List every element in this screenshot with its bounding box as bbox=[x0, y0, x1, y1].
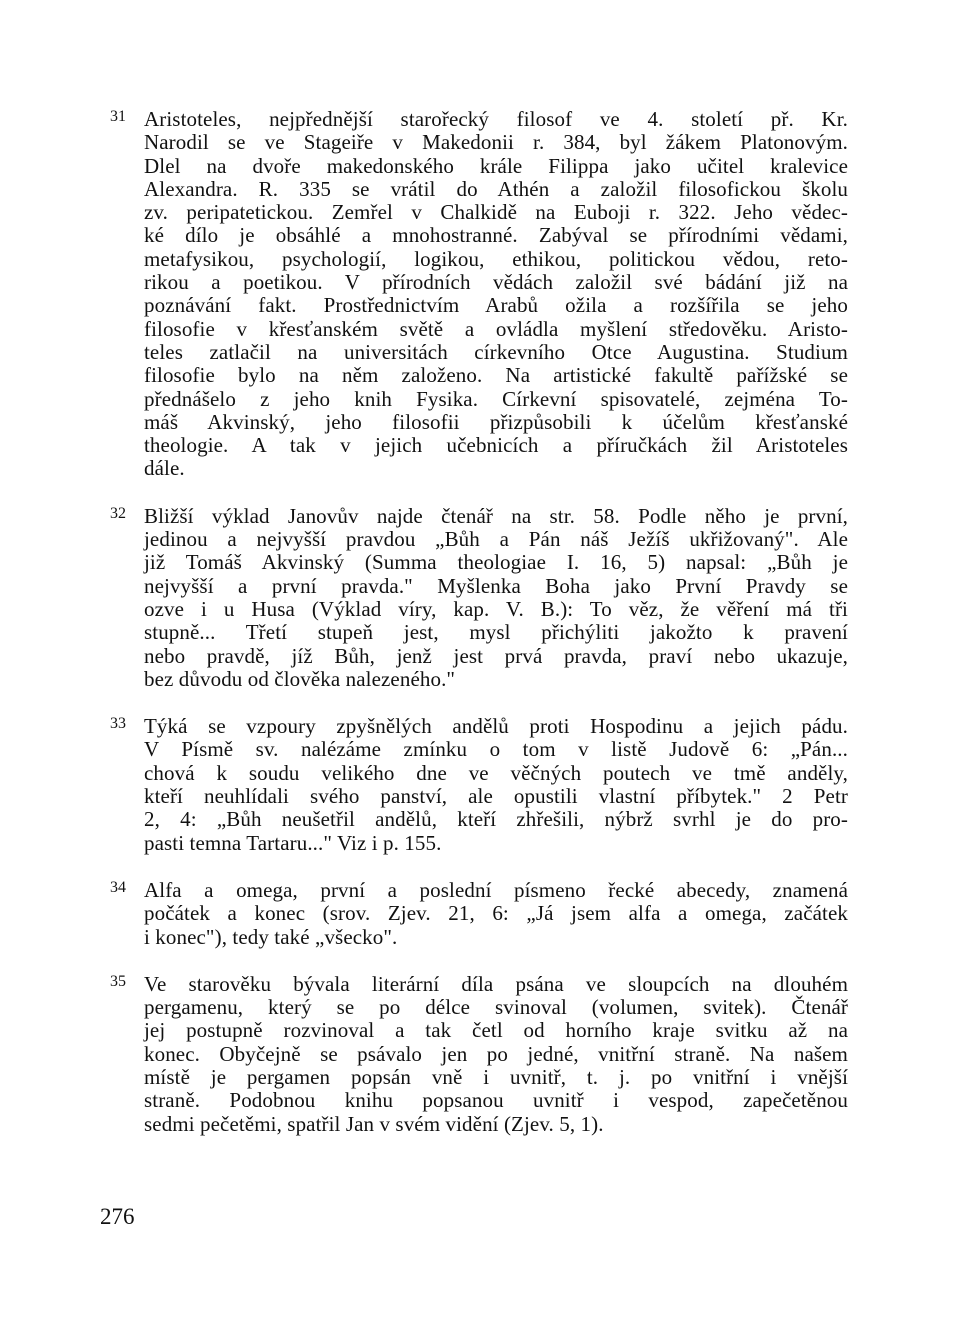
footnote-text-line: filosofie bylo na něm založeno. Na artistické fakultě pařížské se bbox=[144, 363, 848, 388]
footnote-text-line: poznávání fakt. Prostřednictvím Arabů ožila a rozšířila se jeho bbox=[144, 293, 848, 318]
footnote-text-line: zv. peripatetickou. Zemřel v Chalkidě na Euboji r. 322. Jeho vědec- bbox=[144, 200, 848, 225]
footnote-text-line: jedinou a nejvyšší pravdou „Bůh a Pán náš Ježíš ukřižovaný". Ale bbox=[144, 527, 848, 552]
footnote-text-line: kteří neuhlídali svého panství, ale opustili vlastní příbytek." 2 Petr bbox=[144, 784, 848, 809]
footnote-text-line: sedmi pečetěmi, spatřil Jan v svém vidění (Zjev. 5, 1). bbox=[144, 1111, 604, 1136]
page-number: 276 bbox=[100, 1204, 135, 1229]
footnote-text-line: V Písmě sv. nalézáme zmínku o tom v listě Judově 6: „Pán... bbox=[144, 737, 848, 762]
footnote-number: 32 bbox=[110, 504, 126, 522]
footnote-text-line: chová k soudu velikého dne ve věčných poutech ve tmě anděly, bbox=[144, 760, 848, 785]
footnote-text-line: straně. Podobnou knihu popsanou uvnitř i vespod, zapečetěnou bbox=[144, 1088, 848, 1113]
footnote-text-line: jej postupně rozvinoval a tak četl od horního kraje svitku až na bbox=[144, 1018, 848, 1043]
footnote-text-line: ozve i u Husa (Výklad víry, kap. V. B.): To věz, že věření má tři bbox=[144, 596, 848, 621]
footnote-text-line: místě je pergamen popsán vně i uvnitř, t. j. po vnitřní i vnější bbox=[144, 1064, 848, 1089]
footnote-text-line: theologie. A tak v jejich učebnicích a příručkách žil Aristoteles bbox=[144, 433, 848, 458]
footnote-text-line: konec. Obyčejně se psávalo jen po jedné, vnitřní straně. Na našem bbox=[144, 1041, 848, 1066]
footnote-number: 33 bbox=[110, 715, 126, 733]
footnote-text-line: Narodil se ve Stageiře v Makedonii r. 384, byl žákem Platonovým. bbox=[144, 130, 848, 155]
footnote-text-line: pergamenu, který se po délce svinoval (volumen, svitek). Čtenář bbox=[144, 995, 848, 1020]
footnote-text-line: Aristoteles, nejpřednější starořecký filosof ve 4. století př. Kr. bbox=[144, 107, 848, 131]
footnote-number: 35 bbox=[110, 972, 126, 990]
footnote-text-line: Týká se vzpoury zpyšnělých andělů proti Hospodinu a jejich pádu. bbox=[144, 714, 848, 739]
footnote-text-line: filosofie v křesťanském světě a ovládla myšlení středověku. Aristo- bbox=[144, 316, 848, 341]
footnote-text-line: nebo pravdě, jíž Bůh, jenž jest prvá pravda, praví nebo ukazuje, bbox=[144, 643, 848, 668]
footnote-text-line: Ve starověku bývala literární díla psána ve sloupcích na dlouhém bbox=[144, 971, 848, 996]
footnote-text-line: bez důvodu od člověka nalezeného." bbox=[144, 666, 456, 691]
footnote-number: 34 bbox=[110, 878, 126, 896]
footnote-31 bbox=[108, 108, 848, 481]
footnote-text-line: metafysikou, psychologií, logikou, ethikou, politickou vědou, reto- bbox=[144, 246, 848, 271]
footnote-text-line: stupně... Třetí stupeň jest, mysl přichýliti jakožto k pravení bbox=[144, 620, 848, 645]
footnote-text-line: dále. bbox=[144, 456, 185, 481]
footnote-text-line: Alfa a omega, první a poslední písmeno řecké abecedy, znamená bbox=[144, 877, 848, 902]
footnote-text-line: teles zatlačil na universitách církevního Otce Augustina. Studium bbox=[144, 339, 848, 364]
footnote-text-line: Bližší výklad Janovův najde čtenář na str. 58. Podle něho je první, bbox=[144, 503, 848, 528]
footnote-text-line: přednášelo z jeho knih Fysika. Církevní spisovatelé, zejména To- bbox=[144, 386, 848, 411]
footnote-text-line: máš Akvinský, jeho filosofii přizpůsobili k účelům křesťanské bbox=[144, 409, 848, 434]
footnote-34 bbox=[108, 879, 848, 949]
footnote-number: 31 bbox=[110, 108, 126, 125]
footnote-text-line: Dlel na dvoře makedonského krále Filippa jako učitel kralevice bbox=[144, 153, 848, 178]
footnote-text-line: Alexandra. R. 335 se vrátil do Athén a založil filosofickou školu bbox=[144, 176, 848, 201]
footnote-text-line: 2, 4: „Bůh neušetřil andělů, kteří zhřešili, nýbrž svrhl je do pro- bbox=[144, 807, 848, 832]
footnote-32 bbox=[108, 505, 848, 691]
footnote-35 bbox=[108, 973, 848, 1136]
footnote-text-line: i konec"), tedy také „všecko". bbox=[144, 924, 398, 949]
footnote-text-line: rikou a poetikou. V přírodních vědách založil své bádání již na bbox=[144, 270, 848, 295]
footnote-33 bbox=[108, 715, 848, 855]
footnote-text-line: pasti temna Tartaru..." Viz i p. 155. bbox=[144, 830, 442, 855]
footnote-text-line: počátek a konec (srov. Zjev. 21, 6: „Já jsem alfa a omega, začátek bbox=[144, 901, 848, 926]
footnote-text-line: již Tomáš Akvinský (Summa theologiae I. 16, 5) napsal: „Bůh je bbox=[144, 550, 848, 575]
footnotes-section bbox=[108, 108, 848, 1160]
footnote-text-line: nejvyšší a první pravda." Myšlenka Boha jako První Pravdy se bbox=[144, 573, 848, 598]
footnote-text-line: ké dílo je obsáhlé a mnohostranné. Zabýval se přírodními vědami, bbox=[144, 223, 848, 248]
